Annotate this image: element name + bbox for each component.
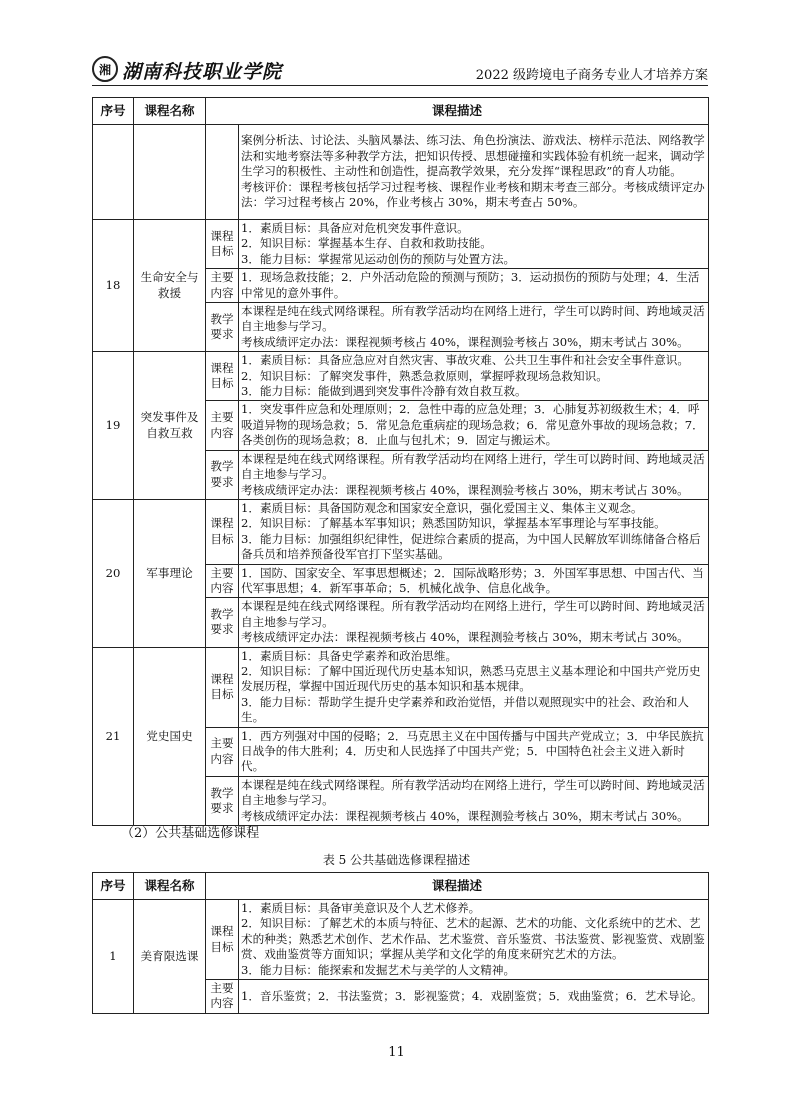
goal-cell: 1．素质目标：具备应急应对自然灾害、事故灾难、公共卫生事件和社会安全事件意识。 2．知识目标：了解突发事件，熟悉急救原则，掌握呼救现场急救知识。 3．能力目标：能做到遇到突发事件冷静有效自救互救。 (239, 352, 709, 401)
content-cell: 1．国防、国家安全、军事思想概述；2．国际战略形势；3．外国军事思想、中国古代、当代军事思想；4．新军事革命；5．机械化战争、信息化战争。 (239, 564, 709, 598)
requirement-cell: 本课程是纯在线式网络课程。所有教学活动均在网络上进行，学生可以跨时间、跨地域灵活自主地参与学习。 考核成绩评定办法：课程视频考核占 40%，课程测验考核占 30%，期末考试占 30%。 (239, 450, 709, 499)
content-label: 主要内容 (206, 269, 239, 303)
course-number: 1 (93, 900, 134, 1014)
course-name: 突发事件及自救互救 (134, 352, 206, 500)
table-row (93, 647, 709, 727)
requirement-label: 教学要求 (206, 450, 239, 499)
table-header-row (93, 873, 709, 900)
section-title: （2）公共基础选修课程 (121, 826, 260, 841)
goal-cell: 1．素质目标：具备国防观念和国家安全意识，强化爱国主义、集体主义观念。 2．知识目标：了解基本军事知识；熟悉国防知识，掌握基本军事理论与军事技能。 3．能力目标：加强组织纪律性，促进综合素质的提高，为中国人民解放军训练储备合格后备兵员和培养预备役军官打下坚实基础。 (239, 499, 709, 564)
table-header-row (93, 98, 709, 125)
requirement-cell: 本课程是纯在线式网络课程。所有教学活动均在网络上进行，学生可以跨时间、跨地域灵活自主地参与学习。 考核成绩评定办法：课程视频考核占 40%，课程测验考核占 30%，期末考试占 30%。 (239, 776, 709, 825)
goal-cell: 1．素质目标：具备史学素养和政治思维。 2．知识目标：了解中国近现代历史基本知识，熟悉马克思主义基本理论和中国共产党历史发展历程，掌握中国近现代历史的基本知识和基本规律。 3．能力目标：帮助学生提升史学素养和政治觉悟，并借以观照现实中的社会、政治和人生。 (239, 647, 709, 727)
content-cell: 1．西方列强对中国的侵略；2．马克思主义在中国传播与中国共产党成立；3．中华民族抗日战争的伟大胜利；4．历史和人民选择了中国共产党；5．中国特色社会主义进入新时代。 (239, 727, 709, 776)
goal-label: 课程目标 (206, 900, 239, 980)
course-number: 20 (93, 499, 134, 647)
header-name: 课程名称 (134, 873, 206, 900)
goal-label: 课程目标 (206, 647, 239, 727)
content-label: 主要内容 (206, 980, 239, 1014)
elective-table (92, 872, 709, 1014)
content-cell: 1．突发事件应急和处理原则；2．急性中毒的应急处理；3．心肺复苏初级救生术；4．呼吸道异物的现场急救；5．常见急危重病症的现场急救；6．常见意外事故的现场急救；7．各类创伤的现场急救；8．止血与包扎术；9．固定与搬运术。 (239, 401, 709, 450)
header-desc: 课程描述 (206, 98, 709, 125)
school-logo-icon: 湘 (92, 56, 118, 82)
school-name: 湖南科技职业学院 (122, 61, 283, 83)
content-label: 主要内容 (206, 401, 239, 450)
content-cell: 1．音乐鉴赏；2．书法鉴赏；3．影视鉴赏；4．戏剧鉴赏；5．戏曲鉴赏；6．艺术导论。 (239, 980, 709, 1014)
table-row (93, 220, 709, 269)
course-name: 军事理论 (134, 499, 206, 647)
table-row (93, 352, 709, 401)
goal-label: 课程目标 (206, 499, 239, 564)
continuation-cell: 案例分析法、讨论法、头脑风暴法、练习法、角色扮演法、游戏法、榜样示范法、网络教学法和实地考察法等多种教学方法，把知识传授、思想碰撞和实践体验有机统一起来，调动学生学习的积极性、主动性和创造性，提高教学效果，充分发挥“课程思政”的育人功能。 考核评价：课程考核包括学习过程考核、课程作业考核和期末考查三部分。考核成绩评定办法：学习过程考核占 20%，作业考核占 30%，期末考查占 50%。 (239, 125, 709, 220)
page-number: 11 (388, 1045, 405, 1060)
goal-label: 课程目标 (206, 352, 239, 401)
course-number: 19 (93, 352, 134, 500)
goal-label: 课程目标 (206, 220, 239, 269)
requirement-label: 教学要求 (206, 598, 239, 647)
goal-cell: 1．素质目标：具备审美意识及个人艺术修养。 2．知识目标：了解艺术的本质与特征、艺术的起源、艺术的功能、文化系统中的艺术、艺术的种类；熟悉艺术创作、艺术作品、艺术鉴赏、音乐鉴赏、书法鉴赏、影视鉴赏、戏剧鉴赏、戏曲鉴赏等方面知识；掌握从美学和文化学的角度来研究艺术的方法。 3．能力目标：能探索和发掘艺术与美学的人文精神。 (239, 900, 709, 980)
course-number: 21 (93, 647, 134, 825)
course-number: 18 (93, 220, 134, 352)
table-row (93, 900, 709, 980)
page-header (92, 56, 708, 86)
content-label: 主要内容 (206, 564, 239, 598)
header-desc: 课程描述 (206, 873, 709, 900)
course-name: 党史国史 (134, 647, 206, 825)
document-title: 2022 级跨境电子商务专业人才培养方案 (475, 68, 708, 83)
table-caption: 表 5 公共基础选修课程描述 (322, 853, 471, 867)
header-name: 课程名称 (134, 98, 206, 125)
course-name: 生命安全与救援 (134, 220, 206, 352)
table-row (93, 125, 709, 220)
content-cell: 1．现场急救技能；2．户外活动危险的预测与预防；3．运动损伤的预防与处理；4．生活中常见的意外事件。 (239, 269, 709, 303)
requirement-label: 教学要求 (206, 776, 239, 825)
header-no: 序号 (93, 873, 134, 900)
content-label: 主要内容 (206, 727, 239, 776)
requirement-label: 教学要求 (206, 303, 239, 352)
header-divider (92, 85, 708, 86)
course-name: 美育限选课 (134, 900, 206, 1014)
header-no: 序号 (93, 98, 134, 125)
requirement-cell: 本课程是纯在线式网络课程。所有教学活动均在网络上进行，学生可以跨时间、跨地域灵活自主地参与学习。 考核成绩评定办法：课程视频考核占 40%，课程测验考核占 30%，期末考试占 30%。 (239, 303, 709, 352)
course-table (92, 97, 709, 826)
goal-cell: 1．素质目标：具备应对危机突发事件意识。 2．知识目标：掌握基本生存、自救和救助技能。 3．能力目标：掌握常见运动创伤的预防与处置方法。 (239, 220, 709, 269)
requirement-cell: 本课程是纯在线式网络课程。所有教学活动均在网络上进行，学生可以跨时间、跨地域灵活自主地参与学习。 考核成绩评定办法：课程视频考核占 40%，课程测验考核占 30%，期末考试占 30%。 (239, 598, 709, 647)
table-row (93, 499, 709, 564)
